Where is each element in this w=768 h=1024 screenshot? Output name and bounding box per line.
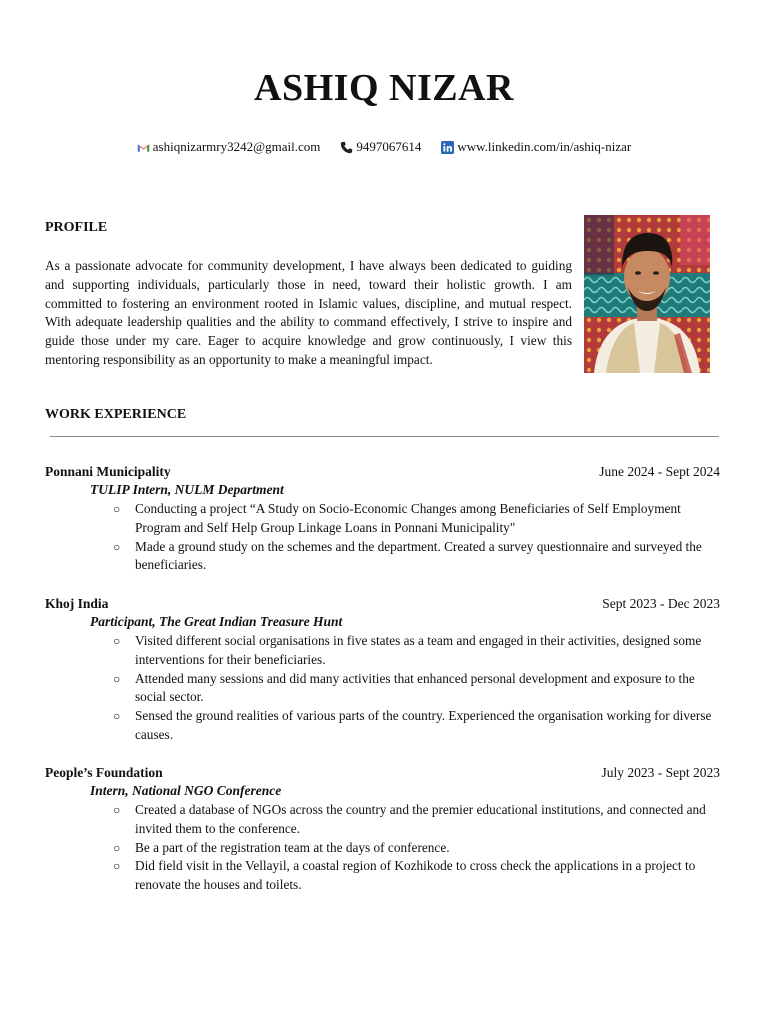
list-item: ○ Did field visit in the Vellayil, a coastal region of Kozhikode to cross check the applications in a project to renovate the houses and toilets.	[113, 858, 696, 893]
job-org: Khoj India	[45, 596, 109, 611]
job-role: Intern, National NGO Conference	[90, 783, 282, 798]
contact-email[interactable]	[137, 139, 321, 155]
list-item: ○ Sensed the ground realities of various parts of the country. Experienced the organisation working for diverse causes.	[113, 708, 712, 742]
contact-linkedin[interactable]	[441, 139, 631, 155]
contact-phone[interactable]	[340, 139, 421, 155]
job-bullets	[45, 632, 720, 745]
contact-bar	[0, 139, 768, 155]
list-item: ○ Attended many sessions and did many activities that enhanced personal development and exposure to the social sector.	[113, 670, 695, 705]
profile-paragraph: As a passionate advocate for community development, I have always been dedicated to guiding and supporting individuals, particularly those in need, toward their holistic growth. I am committed to fostering an environment rooted in Islamic values, discipline, and mutual respect. With adequate leadership qualities and the ability to command effectively, I strive to inspire and guide those under my care. Eager to acquire knowledge and grow continuously, I view this mentoring responsibility as an opportunity to make a meaningful impact.	[45, 258, 572, 367]
job-bullets	[45, 801, 720, 895]
job-bullets	[45, 500, 720, 575]
job-dates: Sept 2023 - Dec 2023	[602, 596, 720, 611]
profile-heading: PROFILE	[45, 220, 108, 235]
job-ponnani	[45, 464, 720, 575]
bullet-circle-icon: ○	[113, 502, 121, 516]
list-item: ○ Created a database of NGOs across the country and the premier educational institutions, and connected and invited them to the conference.	[113, 802, 706, 836]
bullet-circle-icon: ○	[113, 539, 121, 554]
job-dates: June 2024 - Sept 2024	[599, 464, 720, 479]
phone-text: 9497067614	[356, 139, 422, 154]
candidate-name: ASHIQ NIZAR	[254, 67, 514, 109]
phone-icon	[340, 141, 353, 154]
bullet-circle-icon: ○	[113, 803, 121, 817]
bullet-circle-icon: ○	[113, 634, 121, 648]
linkedin-icon	[441, 141, 454, 154]
job-dates: July 2023 - Sept 2023	[601, 765, 720, 780]
job-role: Participant, The Great Indian Treasure Hunt	[90, 614, 343, 629]
bullet-circle-icon: ○	[113, 671, 121, 686]
job-khoj	[45, 596, 720, 745]
bullet-circle-icon: ○	[113, 840, 121, 855]
profile-photo	[584, 215, 710, 373]
list-item: ○ Conducting a project “A Study on Socio-Economic Changes among Beneficiaries of Self Employment Program and Self Help Group Linkage Loans in Ponnani Municipality"	[113, 501, 681, 535]
list-item: ○ Made a ground study on the schemes and the department. Created a survey questionnaire and surveyed the beneficiaries.	[113, 538, 702, 573]
job-role: TULIP Intern, NULM Department	[90, 482, 284, 497]
work-heading: WORK EXPERIENCE	[45, 407, 187, 422]
gmail-icon	[137, 141, 150, 154]
job-peoples-foundation	[45, 765, 720, 895]
list-item: ○ Be a part of the registration team at the days of conference.	[135, 839, 720, 858]
email-text: ashiqnizarmry3242@gmail.com	[152, 139, 321, 154]
bullet-circle-icon: ○	[113, 859, 121, 874]
job-org: Ponnani Municipality	[45, 464, 171, 479]
linkedin-text: www.linkedin.com/in/ashiq-nizar	[457, 139, 632, 154]
portrait-image	[584, 215, 710, 373]
job-org: People’s Foundation	[45, 765, 163, 780]
bullet-circle-icon: ○	[113, 709, 121, 724]
list-item: ○ Visited different social organisations in five states as a team and engaged in their activities, designed some interventions for their beneficiaries.	[113, 633, 702, 667]
section-divider	[50, 436, 719, 437]
